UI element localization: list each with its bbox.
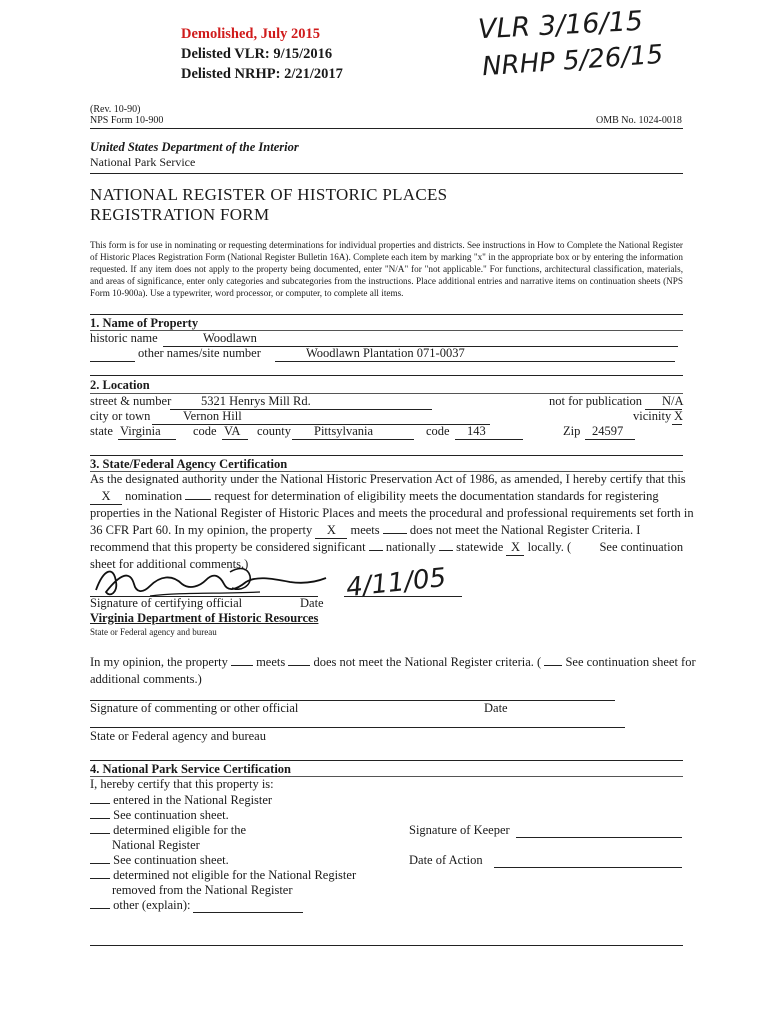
cert-line-2: request for determination of eligibility meets the documentation standards for registering [214, 489, 659, 503]
s2-rule-bottom [90, 455, 683, 456]
handwritten-vlr-date: VLR 3/16/15 [477, 5, 644, 46]
certifying-department: Virginia Department of Historic Resources [90, 611, 319, 625]
section-3-header: 3. State/Federal Agency Certification [90, 457, 288, 471]
street-label: street & number [90, 394, 172, 408]
signature-date-label: Date [300, 596, 324, 610]
keeper-signature-line [516, 837, 682, 838]
locally-label: locally. ( [527, 540, 572, 554]
opinion-continuation-check [544, 665, 562, 666]
entered-check [90, 803, 110, 804]
s1-rule-bottom [90, 375, 683, 376]
opinion-meets-label: meets [256, 655, 286, 669]
locally-check: X [506, 540, 524, 556]
county-code-line [455, 439, 523, 440]
cert-line-4-end: does not meet the National Register Criteria. I [409, 523, 641, 537]
removed-label: removed from the National Register [112, 883, 293, 897]
eligible-continuation-label: See continuation sheet. [113, 853, 229, 867]
state-code-label: code [193, 424, 217, 438]
county-code-label: code [426, 424, 450, 438]
zip-line [585, 439, 635, 440]
section-4-header: 4. National Park Service Certification [90, 762, 291, 776]
request-check [185, 499, 211, 500]
not-for-publication-label: not for publication [549, 394, 643, 408]
cert-line-1: As the designated authority under the National Historic Preservation Act of 1986, as amended, I hereby certify that this [90, 472, 686, 486]
statewide-check [439, 550, 453, 551]
signature-date-line [344, 596, 462, 597]
s1-rule-top [90, 314, 683, 315]
opinion-not-meet-label: does not meet the National Register criteria. ( [313, 655, 542, 669]
cert-line-3: properties in the National Register of Historic Places and meets the procedural and professional requirements set forth in [90, 506, 694, 520]
state-code-line [222, 439, 248, 440]
omb-number: OMB No. 1024-0018 [596, 115, 682, 126]
eligible-check [90, 833, 110, 834]
agency-name: United States Department of the Interior [90, 140, 299, 154]
form-instructions: This form is for use in nominating or requesting determinations for individual properties and districts. See instructions in How to Complete the National Register of Historic Places Registration Form (National Register Bulletin 16A). Complete each item by marking "x" in the appropriate box or by entering the information requested. If any item does not apply to the property being documented, enter "N/A" for "not applicable." For functions, architectural classification, materials, and areas of significance, enter only categories and subcategories from the instructions. Place additional entries and narrative items on continuation sheets (NPS Form 10-900a). Use a typewriter, word processor, or computer, to complete all items. [90, 240, 683, 298]
signature-date-handwritten: 4/11/05 [344, 562, 448, 604]
city-value: Vernon Hill [183, 409, 242, 423]
nps-intro: I, hereby certify that this property is: [90, 777, 274, 791]
meets-label: meets [350, 523, 380, 537]
other-names-line [275, 361, 675, 362]
statewide-label: statewide [456, 540, 504, 554]
other-label: other (explain): [113, 898, 191, 912]
other-names-label: other names/site number [138, 346, 261, 360]
delisted-vlr-note: Delisted VLR: 9/15/2016 [181, 46, 333, 62]
demolished-note: Demolished, July 2015 [181, 26, 320, 42]
section-1-header: 1. Name of Property [90, 316, 199, 330]
city-label: city or town [90, 409, 151, 423]
cert-line-4-start: 36 CFR Part 60. In my opinion, the property [90, 523, 313, 537]
see-continuation-label: See continuation [599, 540, 684, 554]
form-revision: (Rev. 10-90) [90, 104, 141, 115]
does-not-meet-check [383, 533, 407, 534]
section-2-header: 2. Location [90, 378, 150, 392]
form-title-line1: NATIONAL REGISTER OF HISTORIC PLACES [90, 185, 448, 204]
bottom-rule [90, 945, 683, 946]
comment-date-label: Date [484, 701, 508, 715]
top-rule [90, 128, 683, 129]
other-check [90, 908, 110, 909]
cert-line-5-start: recommend that this property be considered significant [90, 540, 366, 554]
nomination-label: nomination [125, 489, 183, 503]
entered-continuation-label: See continuation sheet. [113, 808, 229, 822]
handwritten-nrhp-date: NRHP 5/26/15 [481, 39, 665, 83]
street-value: 5321 Henrys Mill Rd. [201, 394, 311, 408]
cert-line-6: sheet for additional comments.) [90, 557, 249, 571]
form-number: NPS Form 10-900 [90, 115, 164, 126]
eligible-label: determined eligible for the [113, 823, 247, 837]
date-of-action-line [494, 867, 682, 868]
not-for-publication-value: N/A [662, 394, 684, 408]
delisted-nrhp-note: Delisted NRHP: 2/21/2017 [181, 66, 343, 82]
date-of-action-label: Date of Action [409, 853, 483, 867]
county-label: county [257, 424, 292, 438]
county-line [292, 439, 414, 440]
historic-name-value: Woodlawn [203, 331, 257, 345]
not-eligible-label: determined not eligible for the National Register [113, 868, 357, 882]
county-code-value: 143 [467, 424, 486, 438]
vicinity-label: vicinity [633, 409, 672, 423]
s1-rule-mid [90, 330, 683, 331]
opinion-not-meet-check [288, 665, 310, 666]
county-value: Pittsylvania [314, 424, 374, 438]
nationally-label: nationally [385, 540, 436, 554]
vicinity-value: X [674, 409, 684, 423]
signature-label: Signature of certifying official [90, 596, 243, 610]
agency-bureau-label: State or Federal agency and bureau [90, 627, 217, 637]
entered-label: entered in the National Register [113, 793, 273, 807]
keeper-signature-label: Signature of Keeper [409, 823, 510, 837]
form-title-line2: REGISTRATION FORM [90, 205, 270, 224]
other-explain-line [193, 912, 303, 913]
s4-rule-top [90, 760, 683, 761]
historic-name-label: historic name [90, 331, 158, 345]
state-value: Virginia [120, 424, 161, 438]
other-names-lead-line [90, 361, 135, 362]
nomination-check: X [90, 489, 122, 505]
service-name: National Park Service [90, 155, 196, 169]
agency2-line [90, 727, 625, 728]
entered-continuation-check [90, 818, 110, 819]
agency2-label: State or Federal agency and bureau [90, 729, 266, 743]
meets-check: X [315, 523, 347, 539]
opinion-start: In my opinion, the property [90, 655, 228, 669]
not-eligible-check [90, 878, 110, 879]
state-code-value: VA [224, 424, 241, 438]
opinion-end: additional comments.) [90, 672, 202, 686]
eligible-continuation-check [90, 863, 110, 864]
eligible-label-cont: National Register [112, 838, 200, 852]
other-names-value: Woodlawn Plantation 071-0037 [306, 346, 465, 360]
comment-signature-label: Signature of commenting or other official [90, 701, 299, 715]
state-line [118, 439, 176, 440]
vicinity-line [672, 424, 682, 425]
opinion-continuation-label: See continuation sheet for [565, 655, 696, 669]
title-rule [90, 173, 683, 174]
nationally-check [369, 550, 383, 551]
state-label: state [90, 424, 113, 438]
zip-value: 24597 [592, 424, 624, 438]
zip-label: Zip [563, 424, 581, 438]
opinion-meets-check [231, 665, 253, 666]
